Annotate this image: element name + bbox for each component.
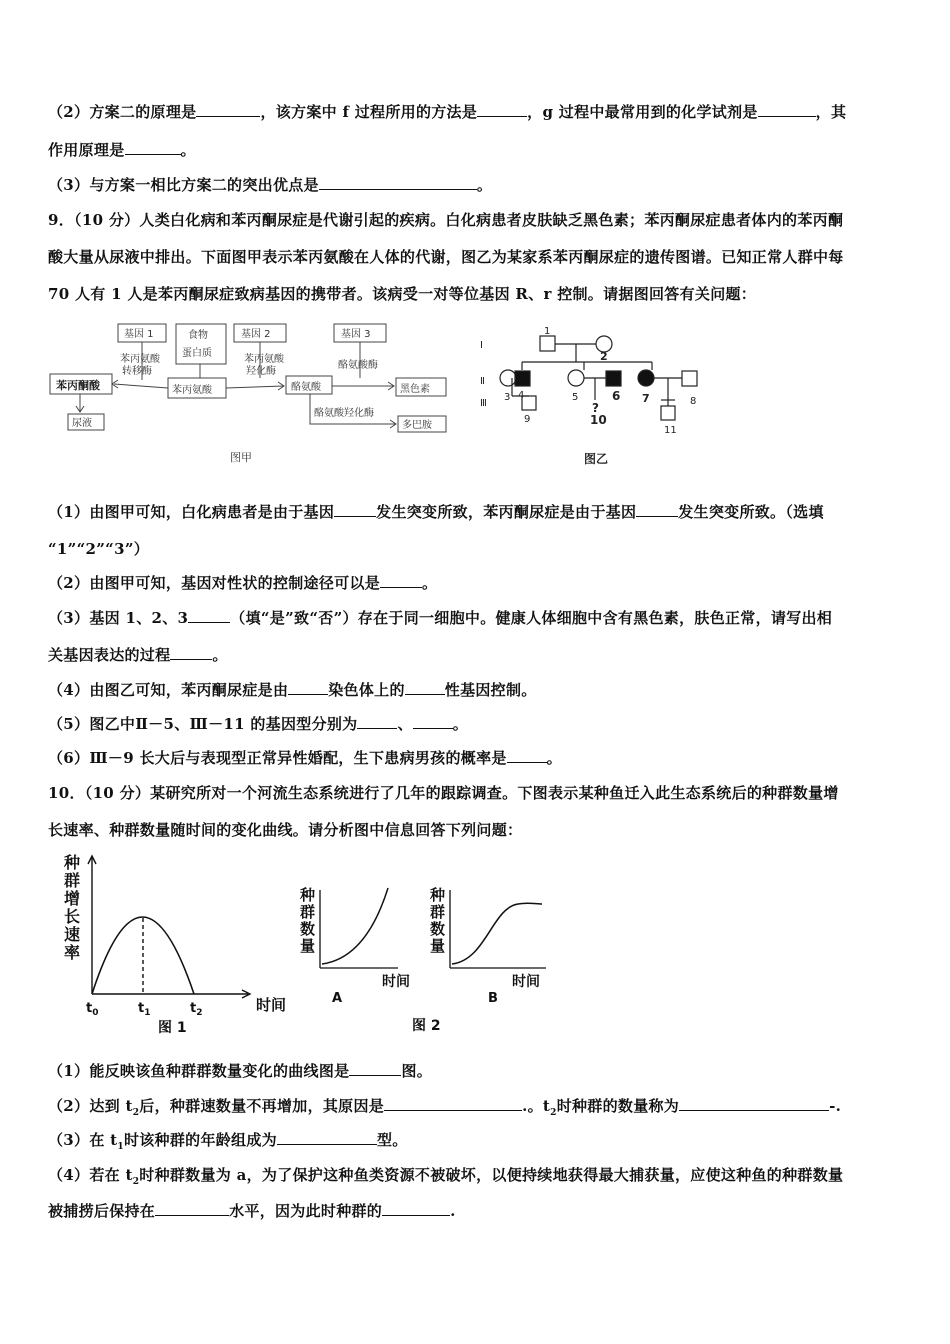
q10-intro-line1: 10．（10 分）某研究所对一个河流生态系统进行了几年的跟踪调查。下图表示某种鱼迁入此生态系统后的种群数量增 xyxy=(48,784,839,802)
curve-b-label: B xyxy=(488,991,498,1006)
j-curve xyxy=(322,888,388,964)
text: （3）基因 1、2、3 xyxy=(48,609,189,627)
q9-sub6 xyxy=(48,747,562,768)
text: ，该方案中 f 过程所用的方法是 xyxy=(260,103,478,121)
figure-pedigree xyxy=(476,326,716,474)
generation-label: Ⅱ xyxy=(480,376,485,387)
answer-blank[interactable] xyxy=(413,714,453,729)
text: 水平，因为此时种群的 xyxy=(229,1202,383,1220)
s-curve xyxy=(452,903,542,964)
q9-sub1-line1 xyxy=(48,501,824,522)
enzyme3-label: 酪氨酸酶 xyxy=(338,360,378,371)
enzyme1-label: 苯丙氨酸 xyxy=(120,354,160,365)
text: 。 xyxy=(180,141,196,159)
individual-number: 10 xyxy=(590,413,607,427)
t0-label: $t_0$ xyxy=(86,1001,99,1018)
urine-label: 尿液 xyxy=(72,418,92,429)
t2-label: $t_2$ xyxy=(190,1001,203,1018)
text: （1）由图甲可知，白化病患者是由于基因 xyxy=(48,503,335,521)
text: . xyxy=(450,1202,456,1220)
individual-3 xyxy=(500,370,516,386)
q10-sub4-line1 xyxy=(48,1164,843,1187)
subscript: 2 xyxy=(550,1108,557,1118)
text: 。 xyxy=(546,749,562,767)
text: 染色体上的 xyxy=(328,681,405,699)
answer-blank[interactable] xyxy=(277,1130,377,1145)
q9-sub4 xyxy=(48,679,537,700)
answer-blank[interactable] xyxy=(170,645,212,660)
answer-blank[interactable] xyxy=(319,175,477,190)
text: （2）达到 t xyxy=(48,1097,133,1115)
gene1-label: 基因 1 xyxy=(124,329,154,340)
text: （6）Ⅲ－9 长大后与表现型正常异性婚配，生下患病男孩的概率是 xyxy=(48,749,507,767)
generation-label: Ⅲ xyxy=(480,398,487,409)
q9-sub5 xyxy=(48,713,468,734)
q9-intro-line1: 9．（10 分）人类白化病和苯丙酮尿症是代谢引起的疾病。白化病患者皮肤缺乏黑色素；苯丙酮尿症患者体内的苯丙酮 xyxy=(48,211,844,229)
ppa-label: 苯丙酮酸 xyxy=(56,379,100,392)
text: .。t xyxy=(522,1097,551,1115)
individual-4 xyxy=(515,371,530,386)
q10-sub1 xyxy=(48,1060,432,1081)
text: （3）与方案一相比方案二的突出优点是 xyxy=(48,176,319,194)
gene3-label: 基因 3 xyxy=(341,329,371,340)
individual-5 xyxy=(568,370,584,386)
text: （4）若在 t xyxy=(48,1166,133,1184)
text: ，g 过程中最常用到的化学试剂是 xyxy=(527,103,758,121)
y-axis-label-char: 率 xyxy=(64,943,81,962)
answer-blank[interactable] xyxy=(125,140,181,155)
x-axis-label: 时间 xyxy=(382,974,410,990)
y-axis-label-char: 群 xyxy=(64,871,81,890)
individual-6 xyxy=(606,371,621,386)
answer-blank[interactable] xyxy=(758,102,816,117)
answer-blank[interactable] xyxy=(288,680,328,695)
text: 型。 xyxy=(376,1131,408,1149)
q9-intro-line3: 70 人有 1 人是苯丙酮尿症致病基因的携带者。该病受一对等位基因 R、r 控制。请据图回答有关问题： xyxy=(48,285,757,303)
individual-11 xyxy=(661,406,675,420)
y-axis-label-char: 种 xyxy=(64,853,81,872)
text: 时种群的数量称为 xyxy=(556,1097,680,1115)
q9-sub3-line1 xyxy=(48,607,832,628)
figure-yi-caption: 图乙 xyxy=(584,452,609,466)
individual-1 xyxy=(540,336,555,351)
text: 、 xyxy=(397,715,413,733)
text: 被捕捞后保持在 xyxy=(48,1202,156,1220)
food-label-2: 蛋白质 xyxy=(182,348,212,359)
answer-blank[interactable] xyxy=(679,1096,829,1111)
answer-blank[interactable] xyxy=(349,1061,401,1076)
figure-1-caption: 图 1 xyxy=(158,1020,187,1036)
answer-blank[interactable] xyxy=(334,502,376,517)
text: 。 xyxy=(476,176,493,194)
enzyme1-label-2: 转移酶 xyxy=(122,366,152,377)
gene2-label: 基因 2 xyxy=(241,329,271,340)
y-axis-label-char: 量 xyxy=(430,937,446,955)
text: （2）方案二的原理是 xyxy=(48,103,197,121)
text: 后，种群速数量不再增加，其原因是 xyxy=(139,1097,385,1115)
y-axis-label-char: 速 xyxy=(64,925,81,944)
text: （填“是”致“否”）存在于同一细胞中。健康人体细胞中含有黑色素，肤色正常，请写出相 xyxy=(230,609,833,627)
text: 关基因表达的过程 xyxy=(48,646,171,664)
text: （4）由图乙可知，苯丙酮尿症是由 xyxy=(48,681,289,699)
q9-sub2 xyxy=(48,572,437,593)
subscript: 2 xyxy=(132,1177,140,1187)
text: 发生突变所致，苯丙酮尿症是由于基因 xyxy=(376,503,637,521)
y-axis-label-char: 长 xyxy=(64,907,81,926)
individual-number: 8 xyxy=(690,396,697,407)
tyr-label: 酪氨酸 xyxy=(291,382,321,393)
text: -. xyxy=(829,1097,842,1115)
enzyme2-label-2: 羟化酶 xyxy=(246,366,276,377)
text: 时该种群的年龄组成为 xyxy=(123,1131,277,1149)
q10-sub2 xyxy=(48,1095,841,1118)
figure-growth-rate xyxy=(58,852,303,1037)
figure-metabolism-pathway xyxy=(48,318,478,468)
q10-sub4-line2 xyxy=(48,1200,456,1221)
subscript: 1 xyxy=(117,1142,124,1152)
individual-number: 5 xyxy=(572,392,579,403)
answer-blank[interactable] xyxy=(380,573,422,588)
answer-blank[interactable] xyxy=(636,502,678,517)
individual-number: 4 xyxy=(518,390,525,401)
individual-number: 7 xyxy=(642,392,650,405)
answer-blank[interactable] xyxy=(155,1201,229,1216)
individual-8 xyxy=(682,371,697,386)
y-axis-label-char: 数 xyxy=(300,920,316,938)
phe-label: 苯丙氨酸 xyxy=(172,385,212,396)
x-axis-label: 时间 xyxy=(512,974,540,990)
figure-jia-caption: 图甲 xyxy=(230,451,252,464)
text: （1）能反映该鱼种群群数量变化的曲线图是 xyxy=(48,1062,350,1080)
generation-label: Ⅰ xyxy=(480,340,483,351)
answer-blank[interactable] xyxy=(357,714,397,729)
figure-population-size xyxy=(296,880,556,1035)
text: （5）图乙中Ⅱ－5、Ⅲ－11 的基因型分别为 xyxy=(48,715,358,733)
unknown-individual: ? xyxy=(592,401,599,415)
curve-a-label: A xyxy=(332,991,343,1006)
q8-part2-line1 xyxy=(48,101,846,122)
individual-number: 11 xyxy=(664,425,677,436)
melanin-label: 黑色素 xyxy=(400,384,430,395)
food-label: 食物 xyxy=(188,330,208,341)
individual-7 xyxy=(638,370,654,386)
individual-number: 9 xyxy=(524,414,531,425)
answer-blank[interactable] xyxy=(384,1096,522,1111)
y-axis-label-char: 增 xyxy=(64,889,81,908)
x-axis-label: 时间 xyxy=(256,996,287,1014)
text: ，其 xyxy=(815,103,847,121)
individual-number: 3 xyxy=(504,392,511,403)
answer-blank[interactable] xyxy=(382,1201,450,1216)
text: 。 xyxy=(212,646,228,664)
y-axis-label-char: 数 xyxy=(430,920,446,938)
q8-part3 xyxy=(48,174,492,195)
text: 性基因控制。 xyxy=(444,681,537,699)
text: 作用原理是 xyxy=(48,141,125,159)
y-axis-label-char: 群 xyxy=(300,903,316,921)
y-axis-label-char: 种 xyxy=(430,886,446,904)
q9-intro-line2: 酸大量从尿液中排出。下面图甲表示苯丙氨酸在人体的代谢，图乙为某家系苯丙酮尿症的遗传图谱。已知正常人群中每 xyxy=(48,248,844,266)
q9-sub3-line2 xyxy=(48,644,228,665)
q10-sub3 xyxy=(48,1129,408,1152)
text: 。 xyxy=(452,715,469,733)
q10-intro-line2: 长速率、种群数量随时间的变化曲线。请分析图中信息回答下列问题： xyxy=(48,821,523,839)
answer-blank[interactable] xyxy=(405,680,445,695)
text: （2）由图甲可知，基因对性状的控制途径可以是 xyxy=(48,574,381,592)
individual-number: 1 xyxy=(544,326,551,337)
y-axis-label-char: 群 xyxy=(430,903,446,921)
y-axis-label-char: 种 xyxy=(300,886,316,904)
answer-blank[interactable] xyxy=(188,608,230,623)
y-axis-label-char: 量 xyxy=(300,937,316,955)
answer-blank[interactable] xyxy=(477,102,527,117)
t1-label: $t_1$ xyxy=(138,1001,151,1018)
figure-2-caption: 图 2 xyxy=(412,1018,441,1034)
q9-sub1-line2: “1”“2”“3”） xyxy=(48,540,150,558)
enzyme4-label: 酪氨酸羟化酶 xyxy=(314,408,374,419)
subscript: 2 xyxy=(132,1108,140,1118)
text: 时种群数量为 a，为了保护这种鱼类资源不被破坏，以便持续地获得最大捕获量，应使这种鱼的种群数量 xyxy=(139,1166,844,1184)
individual-number: 2 xyxy=(600,350,608,363)
answer-blank[interactable] xyxy=(196,102,260,117)
enzyme2-label: 苯丙氨酸 xyxy=(244,354,284,365)
dopa-label: 多巴胺 xyxy=(402,420,432,431)
text: 。 xyxy=(422,574,438,592)
text: 发生突变所致。（选填 xyxy=(678,503,824,521)
individual-number: 6 xyxy=(612,389,621,403)
q8-part2-line2 xyxy=(48,139,196,160)
text: 图。 xyxy=(401,1062,433,1080)
answer-blank[interactable] xyxy=(507,748,547,763)
text: （3）在 t xyxy=(48,1131,118,1149)
